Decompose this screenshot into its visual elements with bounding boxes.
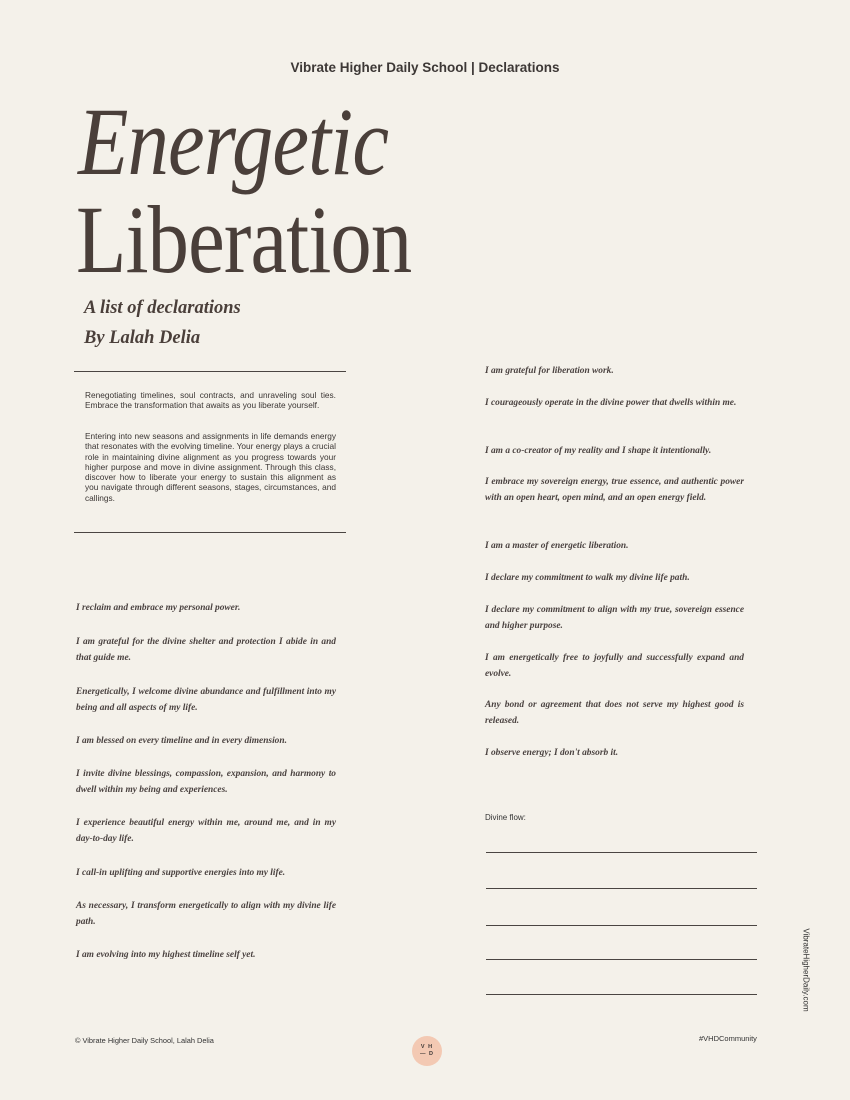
declaration: I reclaim and embrace my personal power. bbox=[76, 603, 241, 613]
writing-line[interactable] bbox=[486, 925, 757, 926]
logo-text-bottom: — D bbox=[420, 1051, 434, 1057]
title-line-2: Liberation bbox=[76, 186, 412, 293]
divine-flow-label: Divine flow: bbox=[485, 813, 526, 822]
writing-line[interactable] bbox=[486, 852, 757, 853]
intro-paragraph: Entering into new seasons and assignments in life demands energy that resonates with the evolving timeline. Your energy plays a crucial role in maintaining divine alignment as you progress towards your higher purpose and move in divine assignment. Through this class, discover how to liberate your energy to sustain this alignment as you navigate through different seasons, stages, circumstances, and callings. bbox=[85, 431, 336, 503]
writing-line[interactable] bbox=[486, 994, 757, 995]
writing-line[interactable] bbox=[486, 959, 757, 960]
community-hashtag: #VHDCommunity bbox=[699, 1034, 757, 1043]
divider bbox=[74, 532, 346, 533]
declaration: I courageously operate in the divine power that dwells within me. bbox=[485, 398, 737, 408]
declaration: I experience beautiful energy within me, around me, and in my day-to-day life. bbox=[76, 818, 336, 844]
declaration: As necessary, I transform energetically to align with my divine life path. bbox=[76, 901, 336, 927]
vhd-logo bbox=[412, 1036, 442, 1066]
declaration: I am energetically free to joyfully and successfully expand and evolve. bbox=[485, 653, 744, 679]
logo-text-top: V H bbox=[420, 1044, 434, 1050]
declaration: I am grateful for liberation work. bbox=[485, 366, 614, 376]
declaration: Any bond or agreement that does not serve my highest good is released. bbox=[485, 700, 744, 726]
website-url: VibrateHigherDaily.com bbox=[801, 928, 811, 1012]
declaration: I am grateful for the divine shelter and protection I abide in and that guide me. bbox=[76, 637, 336, 663]
declaration: I am a co-creator of my reality and I shape it intentionally. bbox=[485, 446, 712, 456]
title-line-1: Energetic bbox=[78, 88, 389, 195]
declaration: I embrace my sovereign energy, true essence, and authentic power with an open heart, open mind, and an open energy field. bbox=[485, 477, 744, 503]
declaration: I am blessed on every timeline and in every dimension. bbox=[76, 736, 287, 746]
declaration: Energetically, I welcome divine abundance and fulfillment into my being and all aspects of my life. bbox=[76, 687, 336, 713]
page-header: Vibrate Higher Daily School | Declarations bbox=[290, 60, 560, 75]
declaration: I am evolving into my highest timeline self yet. bbox=[76, 950, 256, 960]
copyright-notice: © Vibrate Higher Daily School, Lalah Delia bbox=[75, 1036, 214, 1045]
declaration: I am a master of energetic liberation. bbox=[485, 541, 629, 551]
declaration: I declare my commitment to align with my true, sovereign essence and higher purpose. bbox=[485, 605, 744, 631]
intro-paragraph: Renegotiating timelines, soul contracts, and unraveling soul ties. Embrace the transformation that awaits as you liberate yourself. bbox=[85, 390, 336, 411]
declaration: I call-in uplifting and supportive energies into my life. bbox=[76, 868, 286, 878]
author-byline: By Lalah Delia bbox=[84, 328, 201, 348]
writing-line[interactable] bbox=[486, 888, 757, 889]
declaration: I invite divine blessings, compassion, expansion, and harmony to dwell within my being and experiences. bbox=[76, 769, 336, 795]
divider bbox=[74, 371, 346, 372]
declaration: I declare my commitment to walk my divine life path. bbox=[485, 573, 690, 583]
subtitle: A list of declarations bbox=[84, 298, 241, 318]
declaration: I observe energy; I don't absorb it. bbox=[485, 748, 619, 758]
